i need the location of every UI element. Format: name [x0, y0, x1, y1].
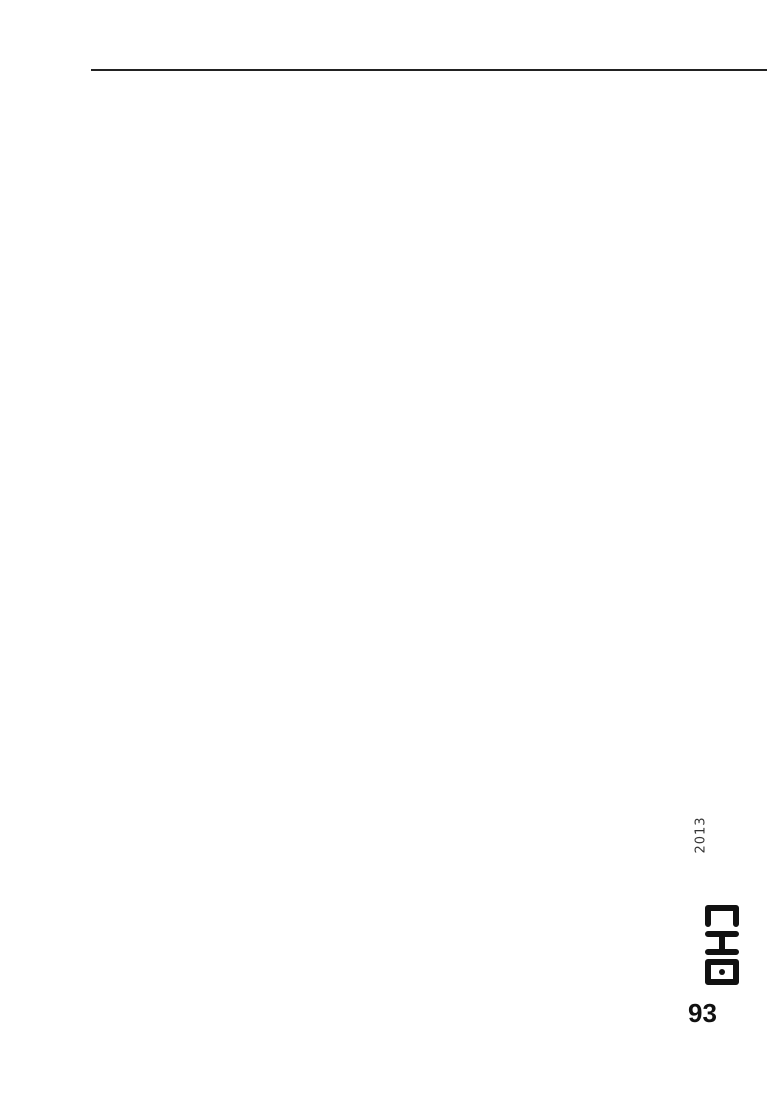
article-body — [90, 90, 662, 1030]
issue-date — [686, 790, 716, 880]
magazine-logo — [700, 900, 744, 990]
page-number: 93 — [688, 998, 717, 1028]
header-rule — [91, 69, 767, 71]
issue-year: 2013 — [693, 816, 709, 854]
issue-date-text — [694, 816, 709, 853]
